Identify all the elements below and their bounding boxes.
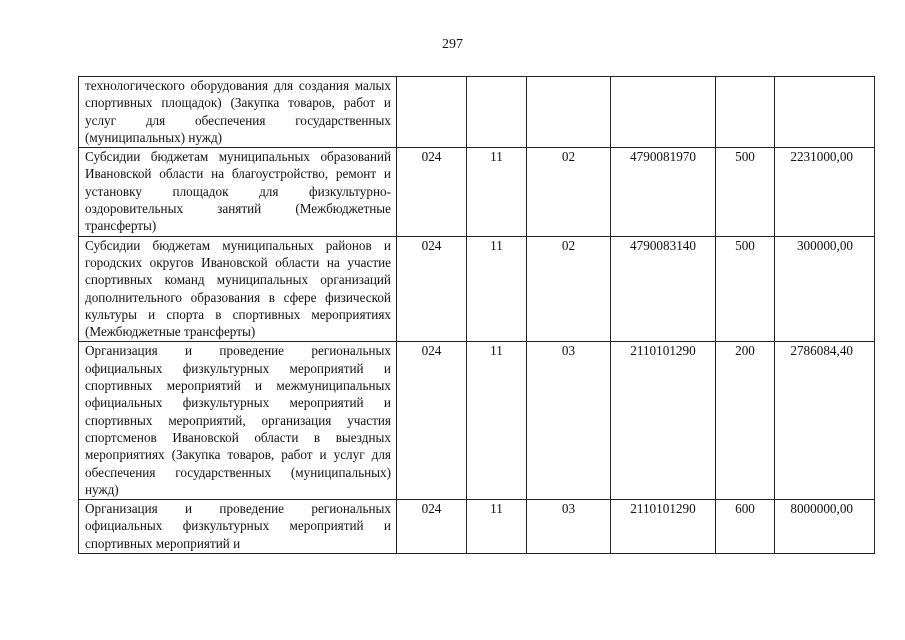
ministry-code (397, 77, 467, 148)
row-description: Субсидии бюджетам муниципальных образований Ивановской области на благоустройство, ремонт и установку площадок для физкультурно-оздоровительных занятий (Межбюджетные трансферты) (79, 148, 397, 236)
expense-type-code: 200 (716, 342, 775, 500)
ministry-code: 024 (397, 148, 467, 236)
budget-table (78, 76, 875, 554)
table-row (79, 148, 875, 236)
ministry-code: 024 (397, 342, 467, 500)
expense-type-code: 500 (716, 236, 775, 342)
amount-value (775, 77, 875, 148)
section-code (467, 77, 527, 148)
expense-type-code (716, 77, 775, 148)
expense-type-code: 500 (716, 148, 775, 236)
section-code: 11 (467, 500, 527, 554)
row-description: технологического оборудования для создания малых спортивных площадок) (Закупка товаров, работ и услуг для обеспечения государственных (муниципальных) нужд) (79, 77, 397, 148)
page-number: 297 (442, 37, 463, 52)
section-code: 11 (467, 342, 527, 500)
row-description: Организация и проведение региональных официальных физкультурных мероприятий и спортивных мероприятий и (79, 500, 397, 554)
target-article-code (611, 77, 716, 148)
row-description: Субсидии бюджетам муниципальных районов и городских округов Ивановской области на участие спортивных команд муниципальных организаций дополнительного образования в сфере физической культуры и спорта в спортивных мероприятиях (Межбюджетные трансферты) (79, 236, 397, 342)
amount-value: 8000000,00 (775, 500, 875, 554)
target-article-code: 2110101290 (611, 500, 716, 554)
amount-value: 300000,00 (775, 236, 875, 342)
subsection-code: 02 (527, 236, 611, 342)
target-article-code: 4790081970 (611, 148, 716, 236)
ministry-code: 024 (397, 236, 467, 342)
subsection-code: 02 (527, 148, 611, 236)
table-row (79, 236, 875, 342)
row-description: Организация и проведение региональных официальных физкультурных мероприятий и спортивных мероприятий и межмуниципальных официальных физкультурных мероприятий и спортивных мероприятий, организация участия спортсменов Ивановской области в выездных мероприятиях (Закупка товаров, работ и услуг для обеспечения государственных (муниципальных) нужд) (79, 342, 397, 500)
subsection-code (527, 77, 611, 148)
amount-value: 2786084,40 (775, 342, 875, 500)
target-article-code: 4790083140 (611, 236, 716, 342)
subsection-code: 03 (527, 342, 611, 500)
amount-value: 2231000,00 (775, 148, 875, 236)
subsection-code: 03 (527, 500, 611, 554)
table-row (79, 500, 875, 554)
table-row (79, 77, 875, 148)
ministry-code: 024 (397, 500, 467, 554)
section-code: 11 (467, 236, 527, 342)
section-code: 11 (467, 148, 527, 236)
expense-type-code: 600 (716, 500, 775, 554)
table-row (79, 342, 875, 500)
target-article-code: 2110101290 (611, 342, 716, 500)
